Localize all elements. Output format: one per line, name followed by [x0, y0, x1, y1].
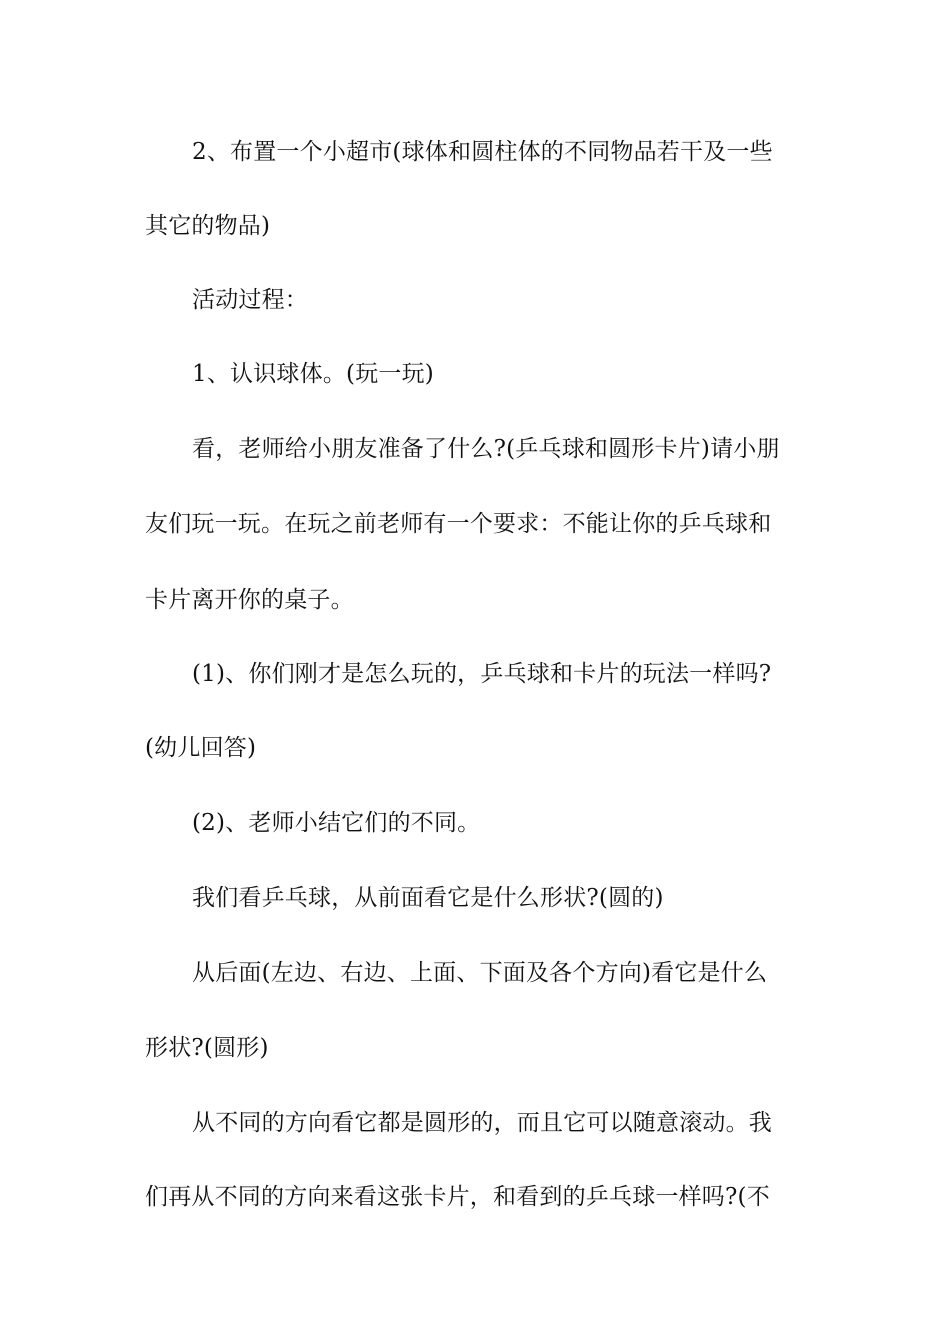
text-line: (1)、你们刚才是怎么玩的，乒乓球和卡片的玩法一样吗?	[192, 661, 772, 687]
text-line: 2、布置一个小超市(球体和圆柱体的不同物品若干及一些	[192, 139, 773, 165]
text-line: 友们玩一玩。在玩之前老师有一个要求：不能让你的乒乓球和	[145, 511, 772, 537]
text-line: 我们看乒乓球，从前面看它是什么形状?(圆的)	[192, 885, 664, 911]
text-line: 们再从不同的方向来看这张卡片，和看到的乒乓球一样吗?(不	[145, 1184, 770, 1210]
text-line: 从后面(左边、右边、上面、下面及各个方向)看它是什么	[192, 960, 768, 986]
text-line: (幼儿回答)	[145, 735, 257, 761]
text-line: 活动过程：	[192, 287, 308, 313]
text-line: (2)、老师小结它们的不同。	[192, 810, 481, 836]
text-line: 卡片离开你的桌子。	[145, 587, 354, 613]
text-line: 形状?(圆形)	[145, 1035, 269, 1061]
text-line: 其它的物品)	[145, 213, 271, 239]
text-line: 看，老师给小朋友准备了什么?(乒乓球和圆形卡片)请小朋	[192, 436, 780, 462]
text-line: 1、认识球体。(玩一玩)	[192, 361, 434, 387]
text-line: 从不同的方向看它都是圆形的，而且它可以随意滚动。我	[192, 1110, 772, 1136]
